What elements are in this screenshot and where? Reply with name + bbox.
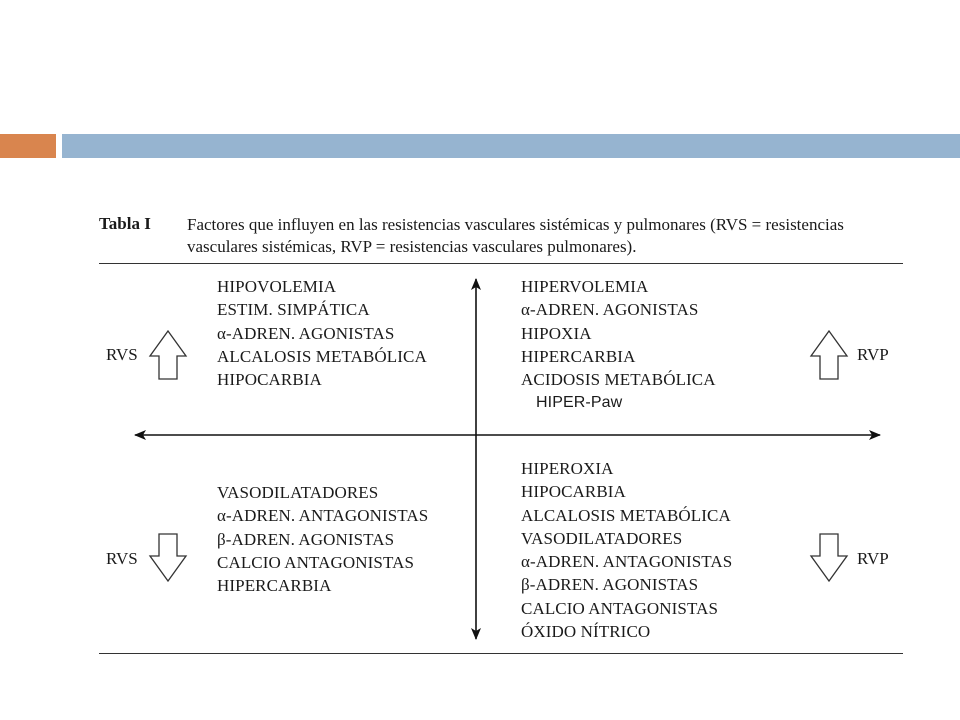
- rvs-label-bottom: RVS: [106, 549, 138, 568]
- list-item: ALCALOSIS METABÓLICA: [217, 346, 427, 366]
- list-item: HIPERCARBIA: [521, 346, 636, 366]
- list-item: HIPEROXIA: [521, 459, 614, 478]
- list-item: HIPOXIA: [521, 323, 592, 343]
- list-item: VASODILATADORES: [521, 528, 683, 548]
- list-item: ALCALOSIS METABÓLICA: [521, 505, 731, 525]
- arrow-down-outline-icon: [811, 534, 847, 581]
- list-item: ACIDOSIS METABÓLICA: [521, 370, 716, 390]
- top-right-factors: [521, 275, 716, 415]
- bottom-left-factors: [217, 481, 428, 597]
- list-item: α-ADREN. AGONISTAS: [521, 300, 699, 320]
- list-item: ESTIM. SIMPÁTICA: [217, 300, 370, 320]
- list-item: HIPERVOLEMIA: [521, 277, 649, 296]
- list-item: HIPER-Paw: [536, 394, 623, 412]
- list-item: CALCIO ANTAGONISTAS: [521, 598, 719, 618]
- arrow-up-outline-icon: [811, 331, 847, 379]
- list-item: β-ADREN. AGONISTAS: [217, 529, 395, 549]
- table-caption: Factores que influyen en las resistencias vasculares sistémicas y pulmonares (RVS = resistencias vasculares sistémicas, RVP = resistencias vasculares pulmonares).: [187, 215, 844, 256]
- list-item: ÓXIDO NÍTRICO: [521, 622, 651, 642]
- table-label: Tabla I: [99, 214, 151, 233]
- list-item: HIPOCARBIA: [521, 482, 626, 502]
- bottom-right-factors: [521, 457, 732, 643]
- list-item: CALCIO ANTAGONISTAS: [217, 552, 415, 572]
- list-item: β-ADREN. AGONISTAS: [521, 575, 699, 595]
- list-item: HIPERCARBIA: [217, 576, 332, 596]
- list-item: HIPOVOLEMIA: [217, 277, 337, 296]
- list-item: HIPOCARBIA: [217, 370, 322, 390]
- rvp-label-top: RVP: [857, 345, 889, 364]
- rvp-label-bottom: RVP: [857, 549, 889, 568]
- arrow-up-outline-icon: [150, 331, 186, 379]
- list-item: α-ADREN. ANTAGONISTAS: [521, 552, 733, 572]
- list-item: α-ADREN. ANTAGONISTAS: [217, 506, 429, 526]
- list-item: VASODILATADORES: [217, 483, 379, 502]
- rvs-label-top: RVS: [106, 345, 138, 364]
- arrow-down-outline-icon: [150, 534, 186, 581]
- top-left-factors: [217, 275, 427, 391]
- list-item: α-ADREN. AGONISTAS: [217, 323, 395, 343]
